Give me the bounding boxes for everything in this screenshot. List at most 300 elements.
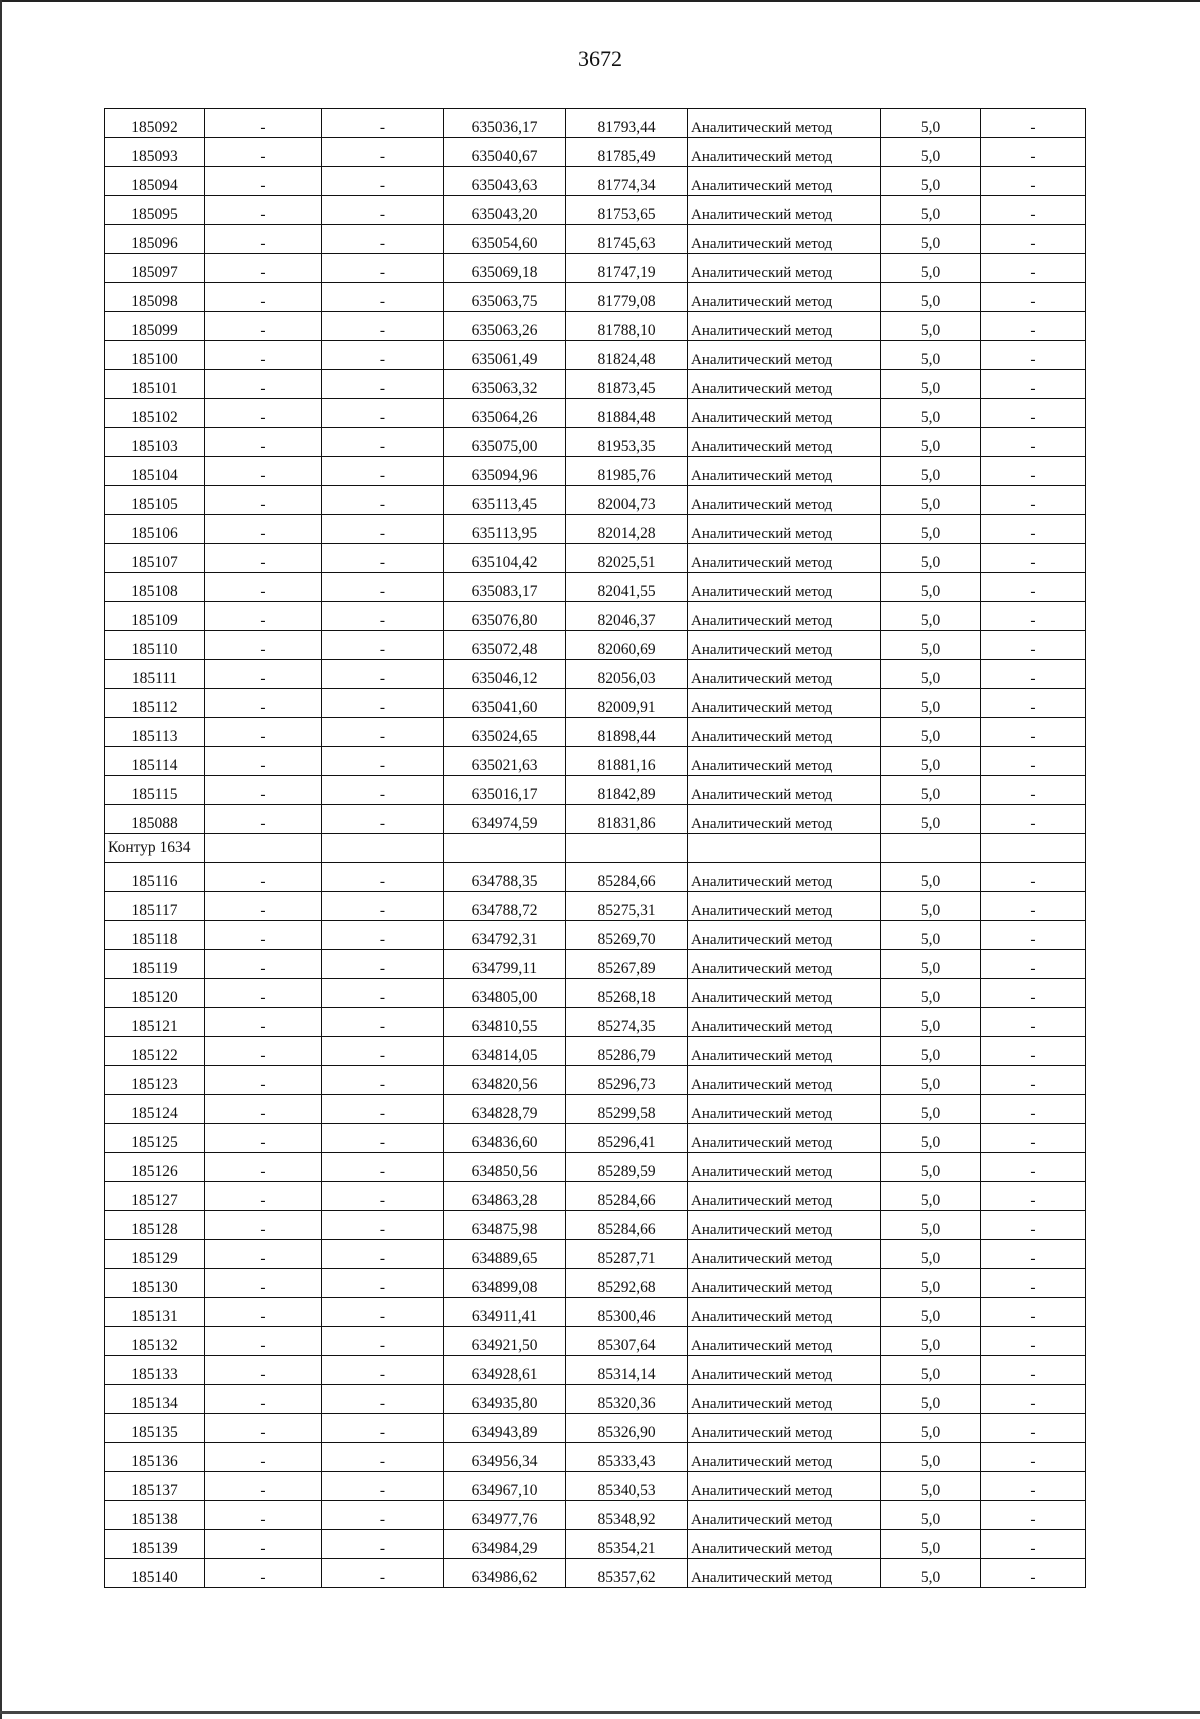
empty-value-cell: - xyxy=(981,1240,1086,1269)
empty-value-cell: - xyxy=(322,1443,444,1472)
x-coordinate-cell: 634921,50 xyxy=(444,1327,566,1356)
table-row xyxy=(105,341,1086,370)
table-row xyxy=(105,1269,1086,1298)
empty-value-cell: - xyxy=(322,167,444,196)
empty-value-cell: - xyxy=(322,892,444,921)
point-number-cell: 185120 xyxy=(105,979,205,1008)
empty-value-cell: - xyxy=(322,544,444,573)
y-coordinate-cell: 85340,53 xyxy=(566,1472,688,1501)
y-coordinate-cell: 85296,41 xyxy=(566,1124,688,1153)
y-coordinate-cell: 81985,76 xyxy=(566,457,688,486)
y-coordinate-cell: 85286,79 xyxy=(566,1037,688,1066)
y-coordinate-cell: 85275,31 xyxy=(566,892,688,921)
empty-value-cell: - xyxy=(981,950,1086,979)
table-row xyxy=(105,776,1086,805)
blank-cell xyxy=(981,834,1086,863)
accuracy-cell: 5,0 xyxy=(881,660,981,689)
accuracy-cell: 5,0 xyxy=(881,515,981,544)
point-number-cell: 185108 xyxy=(105,573,205,602)
coordinates-table xyxy=(104,108,1086,1588)
x-coordinate-cell: 634814,05 xyxy=(444,1037,566,1066)
empty-value-cell: - xyxy=(205,399,322,428)
empty-value-cell: - xyxy=(981,1356,1086,1385)
accuracy-cell: 5,0 xyxy=(881,950,981,979)
empty-value-cell: - xyxy=(981,544,1086,573)
blank-cell xyxy=(205,834,322,863)
empty-value-cell: - xyxy=(205,1414,322,1443)
empty-value-cell: - xyxy=(981,1385,1086,1414)
method-cell: Аналитический метод xyxy=(688,1501,881,1530)
empty-value-cell: - xyxy=(205,979,322,1008)
empty-value-cell: - xyxy=(205,138,322,167)
y-coordinate-cell: 85300,46 xyxy=(566,1298,688,1327)
y-coordinate-cell: 85296,73 xyxy=(566,1066,688,1095)
empty-value-cell: - xyxy=(205,1385,322,1414)
y-coordinate-cell: 85354,21 xyxy=(566,1530,688,1559)
point-number-cell: 185133 xyxy=(105,1356,205,1385)
y-coordinate-cell: 81793,44 xyxy=(566,109,688,138)
scan-border-bottom xyxy=(0,1711,1200,1714)
accuracy-cell: 5,0 xyxy=(881,167,981,196)
point-number-cell: 185101 xyxy=(105,370,205,399)
empty-value-cell: - xyxy=(322,399,444,428)
y-coordinate-cell: 85284,66 xyxy=(566,1211,688,1240)
empty-value-cell: - xyxy=(322,515,444,544)
empty-value-cell: - xyxy=(322,1008,444,1037)
method-cell: Аналитический метод xyxy=(688,718,881,747)
point-number-cell: 185093 xyxy=(105,138,205,167)
empty-value-cell: - xyxy=(322,921,444,950)
method-cell: Аналитический метод xyxy=(688,747,881,776)
y-coordinate-cell: 81898,44 xyxy=(566,718,688,747)
empty-value-cell: - xyxy=(322,602,444,631)
empty-value-cell: - xyxy=(322,1240,444,1269)
accuracy-cell: 5,0 xyxy=(881,457,981,486)
table-row xyxy=(105,1124,1086,1153)
method-cell: Аналитический метод xyxy=(688,1008,881,1037)
point-number-cell: 185099 xyxy=(105,312,205,341)
method-cell: Аналитический метод xyxy=(688,167,881,196)
empty-value-cell: - xyxy=(981,399,1086,428)
x-coordinate-cell: 634805,00 xyxy=(444,979,566,1008)
empty-value-cell: - xyxy=(322,283,444,312)
empty-value-cell: - xyxy=(322,1269,444,1298)
method-cell: Аналитический метод xyxy=(688,312,881,341)
point-number-cell: 185130 xyxy=(105,1269,205,1298)
x-coordinate-cell: 634928,61 xyxy=(444,1356,566,1385)
y-coordinate-cell: 82004,73 xyxy=(566,486,688,515)
empty-value-cell: - xyxy=(981,1211,1086,1240)
table-row xyxy=(105,1472,1086,1501)
empty-value-cell: - xyxy=(981,631,1086,660)
empty-value-cell: - xyxy=(981,573,1086,602)
method-cell: Аналитический метод xyxy=(688,1153,881,1182)
method-cell: Аналитический метод xyxy=(688,1385,881,1414)
blank-cell xyxy=(322,834,444,863)
y-coordinate-cell: 85299,58 xyxy=(566,1095,688,1124)
x-coordinate-cell: 635072,48 xyxy=(444,631,566,660)
point-number-cell: 185096 xyxy=(105,225,205,254)
point-number-cell: 185119 xyxy=(105,950,205,979)
table-row xyxy=(105,1211,1086,1240)
point-number-cell: 185132 xyxy=(105,1327,205,1356)
empty-value-cell: - xyxy=(205,1182,322,1211)
table-row xyxy=(105,1298,1086,1327)
x-coordinate-cell: 634875,98 xyxy=(444,1211,566,1240)
method-cell: Аналитический метод xyxy=(688,1327,881,1356)
method-cell: Аналитический метод xyxy=(688,602,881,631)
table-row xyxy=(105,399,1086,428)
point-number-cell: 185136 xyxy=(105,1443,205,1472)
blank-cell xyxy=(444,834,566,863)
empty-value-cell: - xyxy=(205,747,322,776)
accuracy-cell: 5,0 xyxy=(881,1385,981,1414)
accuracy-cell: 5,0 xyxy=(881,1501,981,1530)
point-number-cell: 185104 xyxy=(105,457,205,486)
accuracy-cell: 5,0 xyxy=(881,718,981,747)
y-coordinate-cell: 85267,89 xyxy=(566,950,688,979)
method-cell: Аналитический метод xyxy=(688,196,881,225)
method-cell: Аналитический метод xyxy=(688,283,881,312)
point-number-cell: 185131 xyxy=(105,1298,205,1327)
table-row xyxy=(105,1414,1086,1443)
empty-value-cell: - xyxy=(322,196,444,225)
method-cell: Аналитический метод xyxy=(688,1414,881,1443)
x-coordinate-cell: 635069,18 xyxy=(444,254,566,283)
point-number-cell: 185110 xyxy=(105,631,205,660)
page-number: 3672 xyxy=(578,46,622,71)
y-coordinate-cell: 81788,10 xyxy=(566,312,688,341)
empty-value-cell: - xyxy=(322,718,444,747)
y-coordinate-cell: 81831,86 xyxy=(566,805,688,834)
method-cell: Аналитический метод xyxy=(688,892,881,921)
x-coordinate-cell: 635094,96 xyxy=(444,457,566,486)
method-cell: Аналитический метод xyxy=(688,109,881,138)
y-coordinate-cell: 81873,45 xyxy=(566,370,688,399)
empty-value-cell: - xyxy=(981,921,1086,950)
empty-value-cell: - xyxy=(205,515,322,544)
accuracy-cell: 5,0 xyxy=(881,1356,981,1385)
table-row xyxy=(105,196,1086,225)
empty-value-cell: - xyxy=(322,370,444,399)
coordinates-table-body xyxy=(105,109,1086,1588)
y-coordinate-cell: 85274,35 xyxy=(566,1008,688,1037)
empty-value-cell: - xyxy=(322,1356,444,1385)
accuracy-cell: 5,0 xyxy=(881,312,981,341)
empty-value-cell: - xyxy=(205,544,322,573)
empty-value-cell: - xyxy=(205,428,322,457)
empty-value-cell: - xyxy=(322,486,444,515)
accuracy-cell: 5,0 xyxy=(881,1240,981,1269)
empty-value-cell: - xyxy=(322,1211,444,1240)
accuracy-cell: 5,0 xyxy=(881,283,981,312)
x-coordinate-cell: 635063,26 xyxy=(444,312,566,341)
accuracy-cell: 5,0 xyxy=(881,109,981,138)
empty-value-cell: - xyxy=(981,138,1086,167)
table-row xyxy=(105,109,1086,138)
empty-value-cell: - xyxy=(981,718,1086,747)
empty-value-cell: - xyxy=(205,370,322,399)
x-coordinate-cell: 634986,62 xyxy=(444,1559,566,1588)
x-coordinate-cell: 635113,95 xyxy=(444,515,566,544)
empty-value-cell: - xyxy=(205,1443,322,1472)
point-number-cell: 185105 xyxy=(105,486,205,515)
point-number-cell: 185126 xyxy=(105,1153,205,1182)
table-row xyxy=(105,689,1086,718)
table-row xyxy=(105,1385,1086,1414)
empty-value-cell: - xyxy=(322,747,444,776)
table-row xyxy=(105,979,1086,1008)
empty-value-cell: - xyxy=(205,1559,322,1588)
method-cell: Аналитический метод xyxy=(688,573,881,602)
scan-border-top xyxy=(0,0,1200,2)
accuracy-cell: 5,0 xyxy=(881,225,981,254)
table-row xyxy=(105,1530,1086,1559)
empty-value-cell: - xyxy=(322,312,444,341)
point-number-cell: 185117 xyxy=(105,892,205,921)
y-coordinate-cell: 85307,64 xyxy=(566,1327,688,1356)
y-coordinate-cell: 82060,69 xyxy=(566,631,688,660)
empty-value-cell: - xyxy=(322,254,444,283)
empty-value-cell: - xyxy=(205,1008,322,1037)
y-coordinate-cell: 85284,66 xyxy=(566,863,688,892)
blank-cell xyxy=(881,834,981,863)
x-coordinate-cell: 635113,45 xyxy=(444,486,566,515)
accuracy-cell: 5,0 xyxy=(881,1414,981,1443)
empty-value-cell: - xyxy=(205,486,322,515)
point-number-cell: 185107 xyxy=(105,544,205,573)
scan-border-left xyxy=(0,0,2,1719)
x-coordinate-cell: 635061,49 xyxy=(444,341,566,370)
empty-value-cell: - xyxy=(205,631,322,660)
empty-value-cell: - xyxy=(981,457,1086,486)
x-coordinate-cell: 634943,89 xyxy=(444,1414,566,1443)
point-number-cell: 185125 xyxy=(105,1124,205,1153)
table-row xyxy=(105,167,1086,196)
method-cell: Аналитический метод xyxy=(688,1559,881,1588)
point-number-cell: 185102 xyxy=(105,399,205,428)
table-row xyxy=(105,602,1086,631)
empty-value-cell: - xyxy=(205,1269,322,1298)
method-cell: Аналитический метод xyxy=(688,805,881,834)
empty-value-cell: - xyxy=(981,1298,1086,1327)
point-number-cell: 185118 xyxy=(105,921,205,950)
empty-value-cell: - xyxy=(981,428,1086,457)
empty-value-cell: - xyxy=(322,1066,444,1095)
empty-value-cell: - xyxy=(981,1269,1086,1298)
y-coordinate-cell: 81753,65 xyxy=(566,196,688,225)
accuracy-cell: 5,0 xyxy=(881,863,981,892)
empty-value-cell: - xyxy=(205,196,322,225)
y-coordinate-cell: 82041,55 xyxy=(566,573,688,602)
method-cell: Аналитический метод xyxy=(688,1066,881,1095)
method-cell: Аналитический метод xyxy=(688,689,881,718)
accuracy-cell: 5,0 xyxy=(881,254,981,283)
empty-value-cell: - xyxy=(205,921,322,950)
accuracy-cell: 5,0 xyxy=(881,370,981,399)
x-coordinate-cell: 634828,79 xyxy=(444,1095,566,1124)
empty-value-cell: - xyxy=(205,1472,322,1501)
table-row xyxy=(105,486,1086,515)
empty-value-cell: - xyxy=(322,1472,444,1501)
empty-value-cell: - xyxy=(981,312,1086,341)
y-coordinate-cell: 82025,51 xyxy=(566,544,688,573)
table-row xyxy=(105,747,1086,776)
x-coordinate-cell: 635046,12 xyxy=(444,660,566,689)
y-coordinate-cell: 85284,66 xyxy=(566,1182,688,1211)
empty-value-cell: - xyxy=(205,1066,322,1095)
method-cell: Аналитический метод xyxy=(688,1211,881,1240)
accuracy-cell: 5,0 xyxy=(881,1153,981,1182)
accuracy-cell: 5,0 xyxy=(881,1066,981,1095)
empty-value-cell: - xyxy=(205,341,322,370)
method-cell: Аналитический метод xyxy=(688,138,881,167)
y-coordinate-cell: 81774,34 xyxy=(566,167,688,196)
empty-value-cell: - xyxy=(322,1153,444,1182)
method-cell: Аналитический метод xyxy=(688,1530,881,1559)
point-number-cell: 185127 xyxy=(105,1182,205,1211)
point-number-cell: 185106 xyxy=(105,515,205,544)
contour-label: Контур 1634 xyxy=(105,834,205,863)
x-coordinate-cell: 634788,72 xyxy=(444,892,566,921)
table-row xyxy=(105,1240,1086,1269)
table-row xyxy=(105,1066,1086,1095)
empty-value-cell: - xyxy=(981,254,1086,283)
y-coordinate-cell: 82014,28 xyxy=(566,515,688,544)
point-number-cell: 185094 xyxy=(105,167,205,196)
empty-value-cell: - xyxy=(322,573,444,602)
empty-value-cell: - xyxy=(205,863,322,892)
accuracy-cell: 5,0 xyxy=(881,921,981,950)
accuracy-cell: 5,0 xyxy=(881,892,981,921)
method-cell: Аналитический метод xyxy=(688,863,881,892)
table-row xyxy=(105,631,1086,660)
accuracy-cell: 5,0 xyxy=(881,1124,981,1153)
empty-value-cell: - xyxy=(981,863,1086,892)
empty-value-cell: - xyxy=(981,747,1086,776)
table-row xyxy=(105,312,1086,341)
empty-value-cell: - xyxy=(322,1559,444,1588)
empty-value-cell: - xyxy=(205,573,322,602)
x-coordinate-cell: 634911,41 xyxy=(444,1298,566,1327)
table-row xyxy=(105,370,1086,399)
empty-value-cell: - xyxy=(205,225,322,254)
empty-value-cell: - xyxy=(322,1501,444,1530)
method-cell: Аналитический метод xyxy=(688,515,881,544)
x-coordinate-cell: 635040,67 xyxy=(444,138,566,167)
method-cell: Аналитический метод xyxy=(688,254,881,283)
empty-value-cell: - xyxy=(981,602,1086,631)
accuracy-cell: 5,0 xyxy=(881,1182,981,1211)
empty-value-cell: - xyxy=(981,892,1086,921)
accuracy-cell: 5,0 xyxy=(881,1211,981,1240)
empty-value-cell: - xyxy=(981,776,1086,805)
empty-value-cell: - xyxy=(322,109,444,138)
y-coordinate-cell: 81824,48 xyxy=(566,341,688,370)
method-cell: Аналитический метод xyxy=(688,1472,881,1501)
x-coordinate-cell: 635063,75 xyxy=(444,283,566,312)
x-coordinate-cell: 634836,60 xyxy=(444,1124,566,1153)
point-number-cell: 185103 xyxy=(105,428,205,457)
method-cell: Аналитический метод xyxy=(688,776,881,805)
empty-value-cell: - xyxy=(981,1124,1086,1153)
empty-value-cell: - xyxy=(322,1327,444,1356)
table-row xyxy=(105,1356,1086,1385)
empty-value-cell: - xyxy=(205,312,322,341)
accuracy-cell: 5,0 xyxy=(881,631,981,660)
point-number-cell: 185088 xyxy=(105,805,205,834)
method-cell: Аналитический метод xyxy=(688,1037,881,1066)
table-row xyxy=(105,892,1086,921)
empty-value-cell: - xyxy=(322,805,444,834)
y-coordinate-cell: 85268,18 xyxy=(566,979,688,1008)
accuracy-cell: 5,0 xyxy=(881,1008,981,1037)
table-row xyxy=(105,921,1086,950)
empty-value-cell: - xyxy=(205,950,322,979)
accuracy-cell: 5,0 xyxy=(881,1472,981,1501)
x-coordinate-cell: 635076,80 xyxy=(444,602,566,631)
empty-value-cell: - xyxy=(322,631,444,660)
x-coordinate-cell: 634974,59 xyxy=(444,805,566,834)
y-coordinate-cell: 85269,70 xyxy=(566,921,688,950)
empty-value-cell: - xyxy=(205,283,322,312)
table-row xyxy=(105,225,1086,254)
table-row xyxy=(105,805,1086,834)
y-coordinate-cell: 85326,90 xyxy=(566,1414,688,1443)
empty-value-cell: - xyxy=(322,1037,444,1066)
method-cell: Аналитический метод xyxy=(688,1443,881,1472)
x-coordinate-cell: 635075,00 xyxy=(444,428,566,457)
y-coordinate-cell: 81953,35 xyxy=(566,428,688,457)
empty-value-cell: - xyxy=(981,1066,1086,1095)
empty-value-cell: - xyxy=(322,1124,444,1153)
x-coordinate-cell: 635104,42 xyxy=(444,544,566,573)
empty-value-cell: - xyxy=(981,660,1086,689)
x-coordinate-cell: 634820,56 xyxy=(444,1066,566,1095)
x-coordinate-cell: 634984,29 xyxy=(444,1530,566,1559)
x-coordinate-cell: 634967,10 xyxy=(444,1472,566,1501)
table-row xyxy=(105,428,1086,457)
accuracy-cell: 5,0 xyxy=(881,1037,981,1066)
empty-value-cell: - xyxy=(981,283,1086,312)
empty-value-cell: - xyxy=(981,109,1086,138)
point-number-cell: 185139 xyxy=(105,1530,205,1559)
empty-value-cell: - xyxy=(205,1298,322,1327)
table-row xyxy=(105,283,1086,312)
accuracy-cell: 5,0 xyxy=(881,544,981,573)
table-row xyxy=(105,1559,1086,1588)
method-cell: Аналитический метод xyxy=(688,1095,881,1124)
empty-value-cell: - xyxy=(322,1182,444,1211)
x-coordinate-cell: 635021,63 xyxy=(444,747,566,776)
point-number-cell: 185116 xyxy=(105,863,205,892)
empty-value-cell: - xyxy=(205,776,322,805)
y-coordinate-cell: 85348,92 xyxy=(566,1501,688,1530)
blank-cell xyxy=(688,834,881,863)
accuracy-cell: 5,0 xyxy=(881,399,981,428)
point-number-cell: 185112 xyxy=(105,689,205,718)
accuracy-cell: 5,0 xyxy=(881,1559,981,1588)
y-coordinate-cell: 81881,16 xyxy=(566,747,688,776)
method-cell: Аналитический метод xyxy=(688,1182,881,1211)
empty-value-cell: - xyxy=(981,515,1086,544)
empty-value-cell: - xyxy=(205,1037,322,1066)
method-cell: Аналитический метод xyxy=(688,486,881,515)
method-cell: Аналитический метод xyxy=(688,428,881,457)
empty-value-cell: - xyxy=(205,602,322,631)
empty-value-cell: - xyxy=(205,1240,322,1269)
method-cell: Аналитический метод xyxy=(688,631,881,660)
